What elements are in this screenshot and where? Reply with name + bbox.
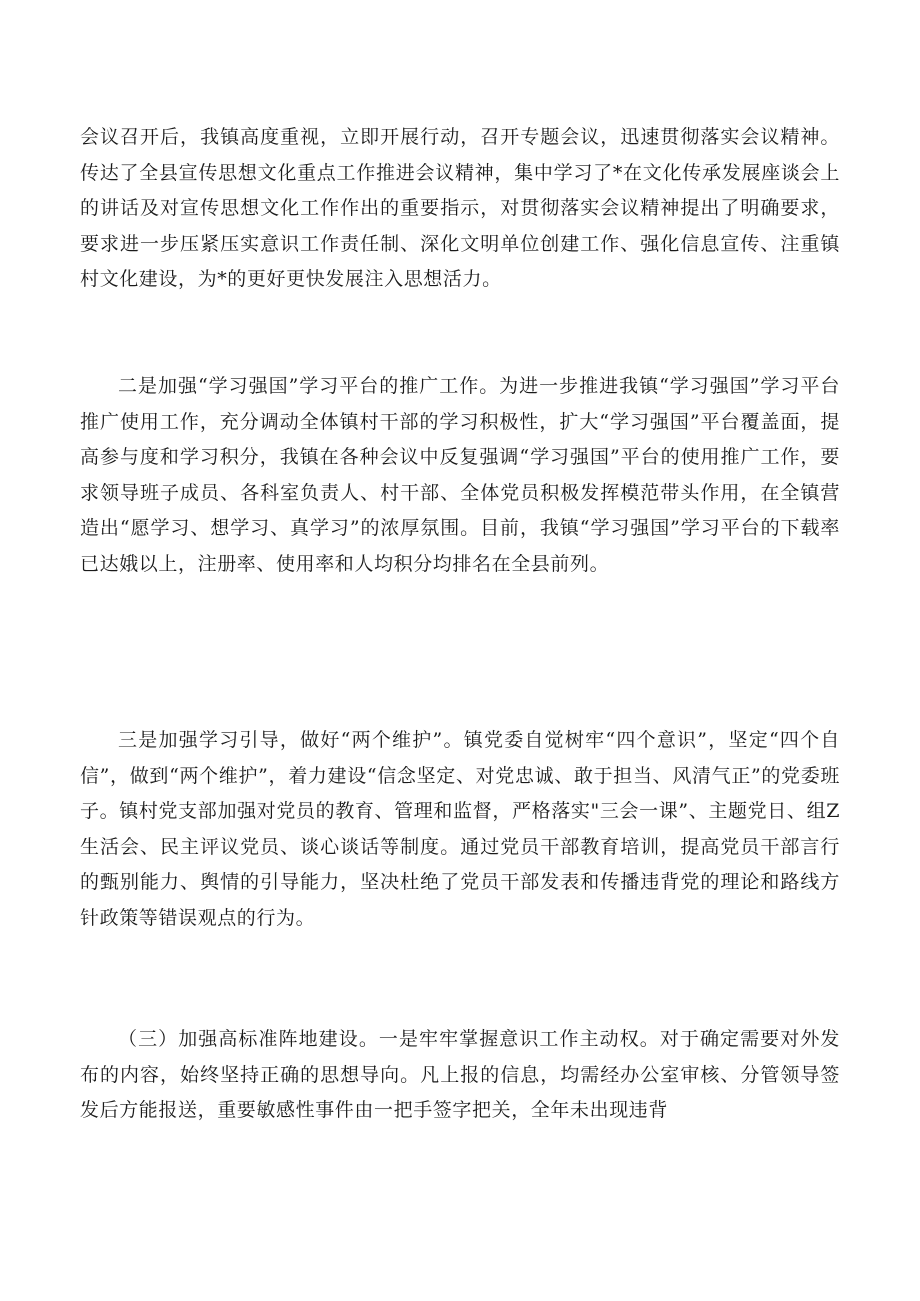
paragraph-study-platform: 二是加强“学习强国”学习平台的推广工作。为进一步推进我镇“学习强国”学习平台推广使用工作，充分调动全体镇村干部的学习积极性，扩大“学习强国”平台覆盖面，提高参与度和学习积分，我镇在各种会议中反复强调“学习强国”平台的使用推广工作，要求领导班子成员、各科室负责人、村干部、全体党员积极发挥模范带头作用，在全镇营造出“愿学习、想学习、真学习”的浓厚氛围。目前，我镇“学习强国”学习平台的下载率已达娥以上，注册率、使用率和人均积分均排名在全县前列。 [80, 375, 840, 575]
paragraph-meeting-spirit: 会议召开后，我镇高度重视，立即开展行动，召开专题会议，迅速贯彻落实会议精神。传达了全县宣传思想文化重点工作推进会议精神，集中学习了*在文化传承发展座谈会上的讲话及对宣传思想文化工作作出的重要指示，对贯彻落实会议精神提出了明确要求，要求进一步压紧压实意识工作责任制、深化文明单位创建工作、强化信息宣传、注重镇村文化建设，为*的更好更快发展注入思想活力。 [80, 126, 840, 290]
paragraph-study-guidance: 三是加强学习引导，做好“两个维护”。镇党委自觉树牢“四个意识”，坚定“四个自信”，做到“两个维护”，着力建设“信念坚定、对党忠诚、敢于担当、风清气正”的党委班子。镇村党支部加强对党员的教育、管理和监督，严格落实"三会一课”、主题党日、组Z生活会、民主评议党员、谈心谈话等制度。通过党员干部教育培训，提高党员干部言行的甄别能力、舆情的引导能力，坚决杜绝了党员干部发表和传播违背党的理论和路线方针政策等错误观点的行为。 [80, 729, 840, 929]
paragraph-position-building: （三）加强高标准阵地建设。一是牢牢掌握意识工作主动权。对于确定需要对外发布的内容，始终坚持正确的思想导向。凡上报的信息，均需经办公室审核、分管领导签发后方能报送，重要敏感性事件由一把手签字把关，全年未出现违背 [80, 1028, 840, 1121]
